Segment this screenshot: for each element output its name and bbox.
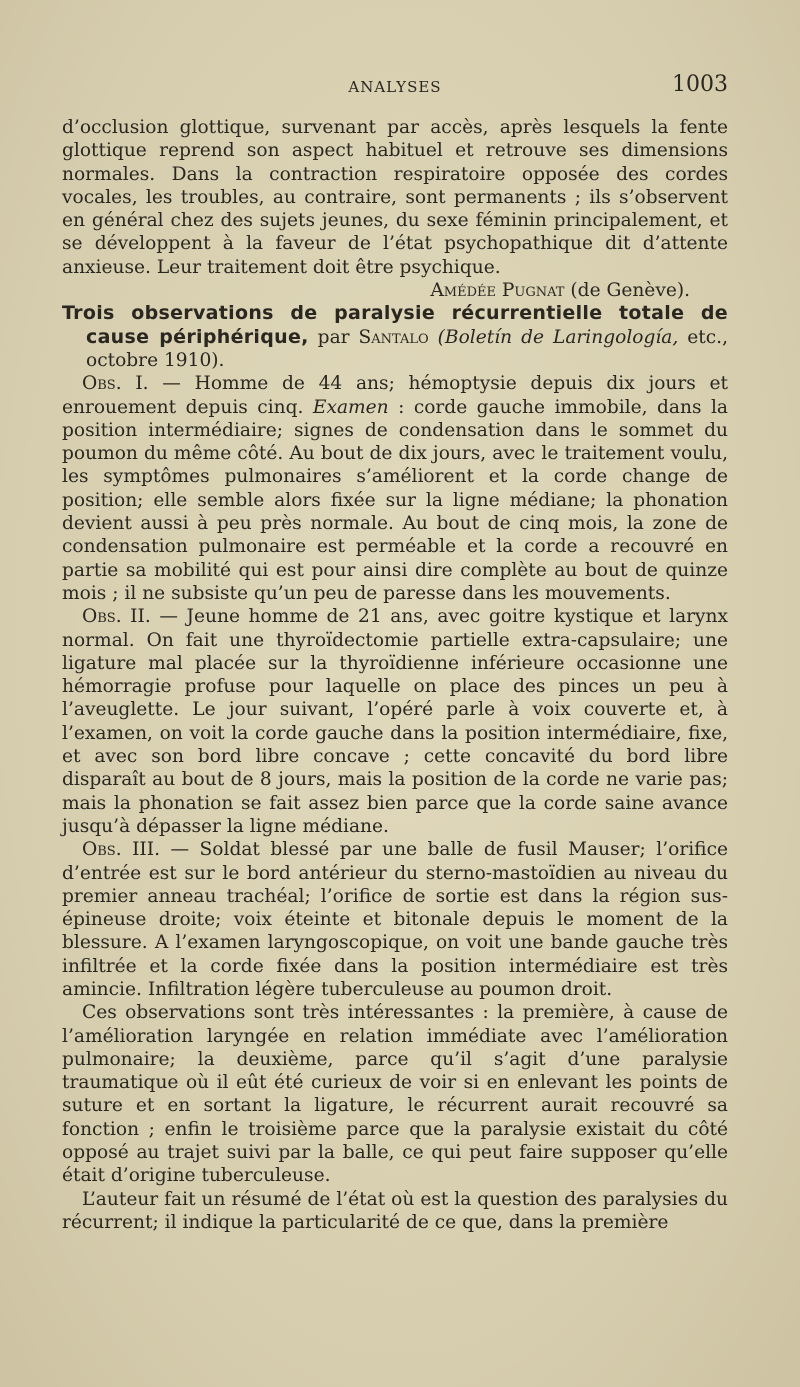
- journal-page: [62, 72, 728, 1234]
- observation-2-text: — Jeune homme de 21 ans, avec goitre kystique et larynx normal. On fait une thyroïdectomie partielle extra-capsulaire; une ligature mal placée sur la thyroïdienne inférieure occasionne une hémorragie profuse pour laquelle on place des pinces un peu à l’aveuglette. Le jour suivant, l’opéré parle à voix couverte et, à l’examen, on voit la corde gauche dans la position intermédiaire, fixe, et avec son bord libre concave ; cette concavité du bord libre disparaît au bout de 8 jours, mais la position de la corde ne varie pas; mais la phonation se fait assez bien parce que la corde saine avance jusqu’à dépasser la ligne médiane.: [62, 606, 729, 837]
- observation-1: [62, 372, 728, 605]
- article-author: Santalo: [358, 326, 429, 348]
- previous-article-ending: d’occlusion glottique, survenant par accès, après lesquels la fente glottique reprend son aspect habituel et retrouve ses dimensions normales. Dans la contraction respiratoire opposée des cordes vocales, les troubles, au contraire, sont permanents ; ils s’observent en général chez des sujets jeunes, du sexe féminin principalement, et se développent à la faveur de l’état psychopathique dit d’attente anxieuse. Leur traitement doit être psychique.: [62, 117, 728, 278]
- discussion-paragraph: Ces observations sont très intéressantes : la première, à cause de l’amélioration laryngée en relation immédiate avec l’amélioration pulmonaire; la deuxième, parce qu’il s’agit d’une paralysie traumatique où il eût été curieux de voir si en enlevant les points de suture et en sortant la ligature, le récurrent aurait recouvré sa fonction ; enfin le troisième parce que la paralysie existait du côté opposé au trajet suivi par la balle, ce qui peut faire supposer qu’elle était d’origine tuberculeuse.: [62, 1002, 728, 1187]
- observation-3: [62, 838, 728, 1001]
- observation-1-examen: Examen: [312, 396, 389, 418]
- page-number: 1003: [672, 72, 728, 97]
- running-title: ANALYSES: [348, 78, 442, 96]
- observation-1-text-a: — Homme de 44 ans; hémoptysie depuis dix jours et enrouement depuis cinq.: [62, 373, 728, 418]
- observation-1-text-b: : corde gauche immobile, dans la position intermédiaire; signes de condensation dans le sommet du poumon du même côté. Au bout de dix jours, avec le traitement voulu, les symptômes pulmonaires s’améliorent et la corde change de position; elle semble alors fixée sur la ligne médiane; la phonation devient aussi à peu près normale. Au bout de cinq mois, la zone de condensation pulmonaire est perméable et la corde a recouvré en partie sa mobilité qui est pour ainsi dire complète au bout de quinze mois ; il ne subsiste qu’un peu de paresse dans les mouvements.: [62, 396, 728, 604]
- summary-paragraph: L’auteur fait un résumé de l’état où est la question des paralysies du récurrent; il indique la particularité de ce que, dans la première: [62, 1188, 728, 1233]
- observation-1-label: Obs. I.: [82, 373, 149, 395]
- article-heading: [62, 302, 728, 372]
- signature-place: (de Genève).: [570, 280, 690, 302]
- review-signature: [62, 279, 728, 302]
- article-date: etc., octobre 1910).: [86, 326, 729, 371]
- signature-name: Amédée Pugnat: [430, 280, 565, 302]
- running-head: [62, 72, 728, 108]
- observation-2-label: Obs. II.: [82, 606, 151, 628]
- article-journal: (Boletín de Laringología,: [437, 326, 679, 348]
- observation-3-text: — Soldat blessé par une balle de fusil Mauser; l’orifice d’entrée est sur le bord antérieur du sterno-mastoïdien au niveau du premier anneau trachéal; l’orifice de sortie est dans la région sus-épineuse droite; voix éteinte et bitonale depuis le moment de la blessure. A l’examen laryngoscopique, on voit une bande gauche très infiltrée et la corde fixée dans la position intermédiaire est très amincie. Infiltration légère tuberculeuse au poumon droit.: [62, 839, 728, 1000]
- observation-3-label: Obs. III.: [82, 839, 161, 861]
- article-title: Trois observations de paralysie récurrentielle totale de cause périphérique,: [62, 302, 728, 348]
- observation-2: [62, 605, 728, 838]
- article-by: par: [317, 326, 350, 348]
- body-text: [62, 116, 728, 1234]
